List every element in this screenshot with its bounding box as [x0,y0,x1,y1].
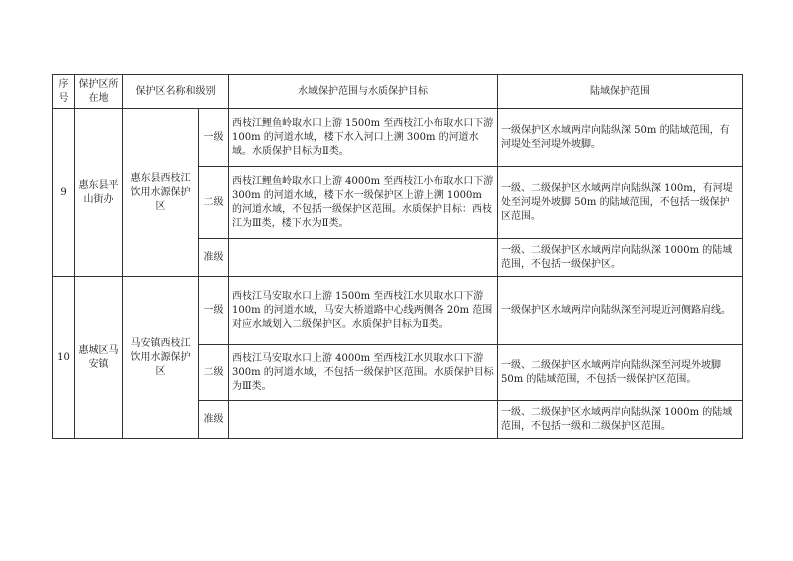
row-no: 10 [53,277,75,439]
row-zone-name: 惠东县西枝江饮用水源保护区 [123,109,199,277]
row-level: 准级 [199,239,229,277]
row-land-scope: 一级、二级保护区水域两岸向陆纵深 1000m 的陆域范围，不包括一级和二级保护区范围。 [498,401,743,439]
row-land-scope: 一级保护区水域两岸向陆纵深至河堤近河侧路肩线。 [498,277,743,345]
row-water-scope [229,239,498,277]
table-row [53,109,743,167]
row-level: 一级 [199,109,229,167]
row-water-scope: 西枝江马安取水口上游 4000m 至西枝江水贝取水口下游 300m 的河道水域，不包括一级保护区范围。水质保护目标为Ⅲ类。 [229,345,498,401]
row-land-scope: 一级、二级保护区水域两岸向陆纵深 100m，有河堤处至河堤外坡脚 50m 的陆域范围，不包括一级保护区范围。 [498,167,743,239]
row-level: 一级 [199,277,229,345]
header-row [53,75,743,109]
row-water-scope [229,401,498,439]
protection-zone-table [52,74,743,439]
row-level: 准级 [199,401,229,439]
row-location: 惠东县平山街办 [75,109,123,277]
row-zone-name: 马安镇西枝江饮用水源保护区 [123,277,199,439]
row-water-scope: 西枝江鲤鱼岭取水口上游 1500m 至西枝江小布取水口下游 100m 的河道水域，楼下水入河口上溯 300m 的河道水域。水质保护目标为Ⅱ类。 [229,109,498,167]
header-location: 保护区所在地 [75,75,123,109]
header-no: 序号 [53,75,75,109]
row-no: 9 [53,109,75,277]
row-land-scope: 一级、二级保护区水域两岸向陆纵深 1000m 的陆域范围，不包括一级保护区。 [498,239,743,277]
row-land-scope: 一级、二级保护区水域两岸向陆纵深至河堤外坡脚 50m 的陆域范围，不包括一级保护区范围。 [498,345,743,401]
row-level: 二级 [199,167,229,239]
header-name-level: 保护区名称和级别 [123,75,229,109]
row-water-scope: 西枝江鲤鱼岭取水口上游 4000m 至西枝江小布取水口下游 300m 的河道水域，楼下水一级保护区上游上溯 1000m 的河道水域，不包括一级保护区范围。水质保护目标：西枝江为Ⅲ类，楼下水为Ⅱ类。 [229,167,498,239]
header-land: 陆域保护范围 [498,75,743,109]
row-location: 惠城区马安镇 [75,277,123,439]
row-level: 二级 [199,345,229,401]
header-water: 水域保护范围与水质保护目标 [229,75,498,109]
table-row [53,277,743,345]
row-land-scope: 一级保护区水域两岸向陆纵深 50m 的陆域范围，有河堤处至河堤外坡脚。 [498,109,743,167]
row-water-scope: 西枝江马安取水口上游 1500m 至西枝江水贝取水口下游 100m 的河道水域，马安大桥道路中心线两侧各 20m 范围对应水域划入二级保护区。水质保护目标为Ⅱ类。 [229,277,498,345]
